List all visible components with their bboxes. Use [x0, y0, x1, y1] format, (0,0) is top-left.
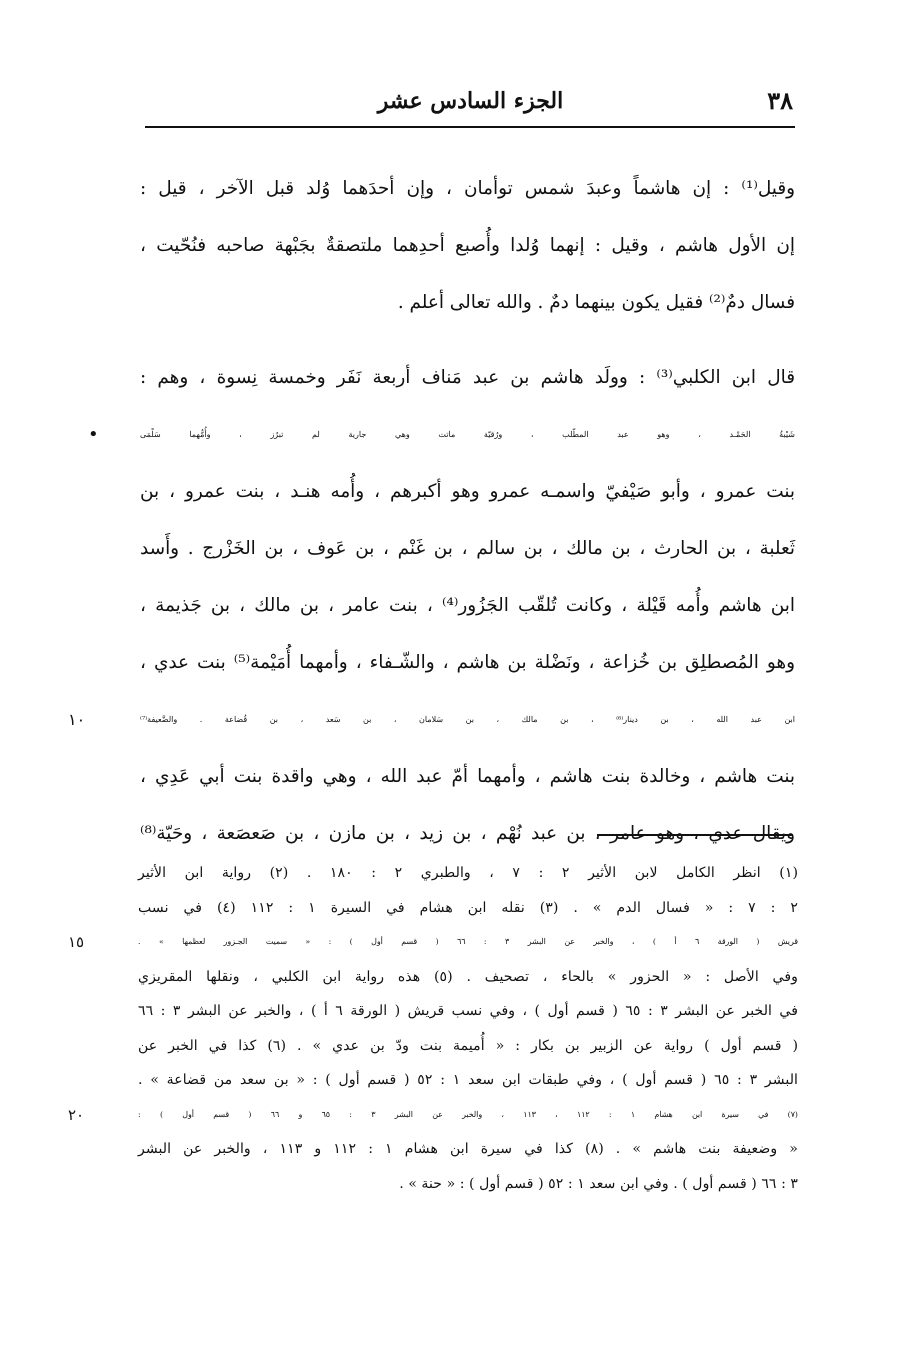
- text-line: بنت عمرو ، وأبو صَيْفيّ واسمـه عمرو وهو أكبرهم ، وأُمه هنـد ، بنت عمرو ، بن: [140, 481, 795, 502]
- page-header: [148, 86, 793, 126]
- footnote-divider: [597, 834, 793, 836]
- line-number-10: ١٠: [68, 710, 86, 729]
- text-line: ابن هاشم وأُمه قَيْلة ، وكانت تُلقّب الجَزُور⁽⁴⁾ ، بنت عامر ، بن مالك ، بن جَذيمة ،: [140, 595, 795, 616]
- footnote-line: ٣ : ٦٦ ( قسم أول ) . وفي ابن سعد ١ : ٥٢ ( قسم أول ) : « حنة » .: [399, 1175, 798, 1192]
- footnote-line: وفي الأصل : « الحزور » بالحاء ، تصحيف . (٥) هذه رواية ابن الكلبي ، ونقلها المقريزي: [138, 968, 798, 985]
- footnote-line: ٢ : ٧ : « فسال الدم » . (٣) نقله ابن هشام في السيرة ١ : ١١٢ (٤) في نسب: [138, 899, 799, 916]
- footnote-line-content: (٧) في سيرة ابن هشام ١ : ١١٢ ، ١١٣ ، والخبر عن البشر ٣ : ٦٥ و ٦٦ ( قسم أول ) :: [138, 1109, 798, 1119]
- header-divider: [145, 126, 795, 128]
- footnote-line: ( قسم أول ) رواية عن الزبير بن بكار : « أُميمة بنت ودّ بن عدي » . (٦) كذا في الخبر عن: [138, 1037, 798, 1054]
- footnote-line: البشر ٣ : ٦٥ ( قسم أول ) ، وفي طبقات ابن سعد ١ : ٥٢ ( قسم أول ) : « بن سعد من قضاعة » .: [138, 1072, 798, 1088]
- main-text: [68, 160, 796, 862]
- text-line: ثَعلبة ، بن الحارث ، بن مالك ، بن سالم ، بن غَنْم ، بن عَوف ، بن الخَزْرج . وأَسد: [140, 538, 795, 559]
- text-line: وهو المُصطلِق بن خُزاعة ، ونَضْلة بن هاشم ، والشّـفاء ، وأمهما أُمَيْمة⁽⁵⁾ بنت عدي ،: [140, 652, 795, 673]
- text-line: قال ابن الكلبي⁽³⁾ : وولَد هاشم بن عبد مَناف أربعة نَفَر وخمسة نِسوة ، وهم :: [140, 367, 795, 388]
- footnote-line-content: قريش ( الورقة ٦ أ ) ، والخبر عن البشر ٣ : ٦٦ ( قسم أول ) : « سميت الجـزور لعظمها » .: [138, 937, 798, 946]
- paragraph-gap: [140, 331, 795, 349]
- text-line: [68, 691, 795, 748]
- text-line-content: شَيْبةُ الحَمْـد ، وهو عبد المطّلب ، ورُقيّة ماتت وهي جارية لم تبرُز ، وأُمُّهما سَلْمَى: [140, 430, 796, 439]
- text-line: [88, 406, 796, 463]
- line-number-15: ١٥: [68, 933, 85, 951]
- footnote-line: [68, 1098, 798, 1133]
- line-number-20: ٢٠: [68, 1105, 85, 1124]
- text-line: فسال دمٌ⁽²⁾ فقيل يكون بينهما دمٌ . والله تعالى أعلم .: [397, 292, 795, 313]
- text-line-content: ابن عبد الله ، بن دينار⁽⁶⁾ ، بن مالك ، بن سَلامان ، بن سَعد ، بن قُضاعة . والضَّعيفة⁽⁷⁾: [140, 715, 795, 724]
- footnote-line: « وضعيفة بنت هاشم » . (٨) كذا في سيرة ابن هشام ١ : ١١٢ و ١١٣ ، والخبر عن البشر: [138, 1141, 798, 1157]
- text-line: بنت هاشم ، وخالدة بنت هاشم ، وأمهما أمّ عبد الله ، وهي واقدة بنت أبي عَدِي ،: [140, 766, 795, 787]
- footnote-line: في الخبر عن البشر ٣ : ٦٥ ( قسم أول ) ، وفي نسب قريش ( الورقة ٦ أ ) ، والخبر عن البشر ٣ : ٦٦: [138, 1003, 799, 1019]
- text-line: إن الأول هاشم ، وقيل : إنهما وُلدا وأُصبع أحدِهما ملتصقةٌ بجَبْهة صاحبه فنُحّيت ،: [140, 235, 795, 256]
- text-line: وقيل⁽¹⁾ : إن هاشماً وعبدَ شمس توأمان ، وإن أحدَهما وُلد قبل الآخر ، قيل :: [140, 178, 795, 199]
- running-title: الجزء السادس عشر: [377, 88, 564, 114]
- paragraph-1: [140, 160, 795, 331]
- page-number: ٣٨: [767, 86, 793, 115]
- footnotes: [68, 856, 799, 1201]
- text-line: ويقال عدي ، وهو عامر ، بن عبد نُهْم ، بن زيد ، بن مازن ، بن صَعصَعة ، وحَيّة⁽⁸⁾: [140, 823, 795, 844]
- footnote-line: (١) انظر الكامل لابن الأثير ٢ : ٧ ، والطبري ٢ : ١٨٠ . (٢) رواية ابن الأثير: [138, 865, 798, 881]
- paragraph-2: [68, 349, 796, 862]
- margin-dot-marker: •: [88, 424, 99, 445]
- footnote-line: [68, 925, 798, 960]
